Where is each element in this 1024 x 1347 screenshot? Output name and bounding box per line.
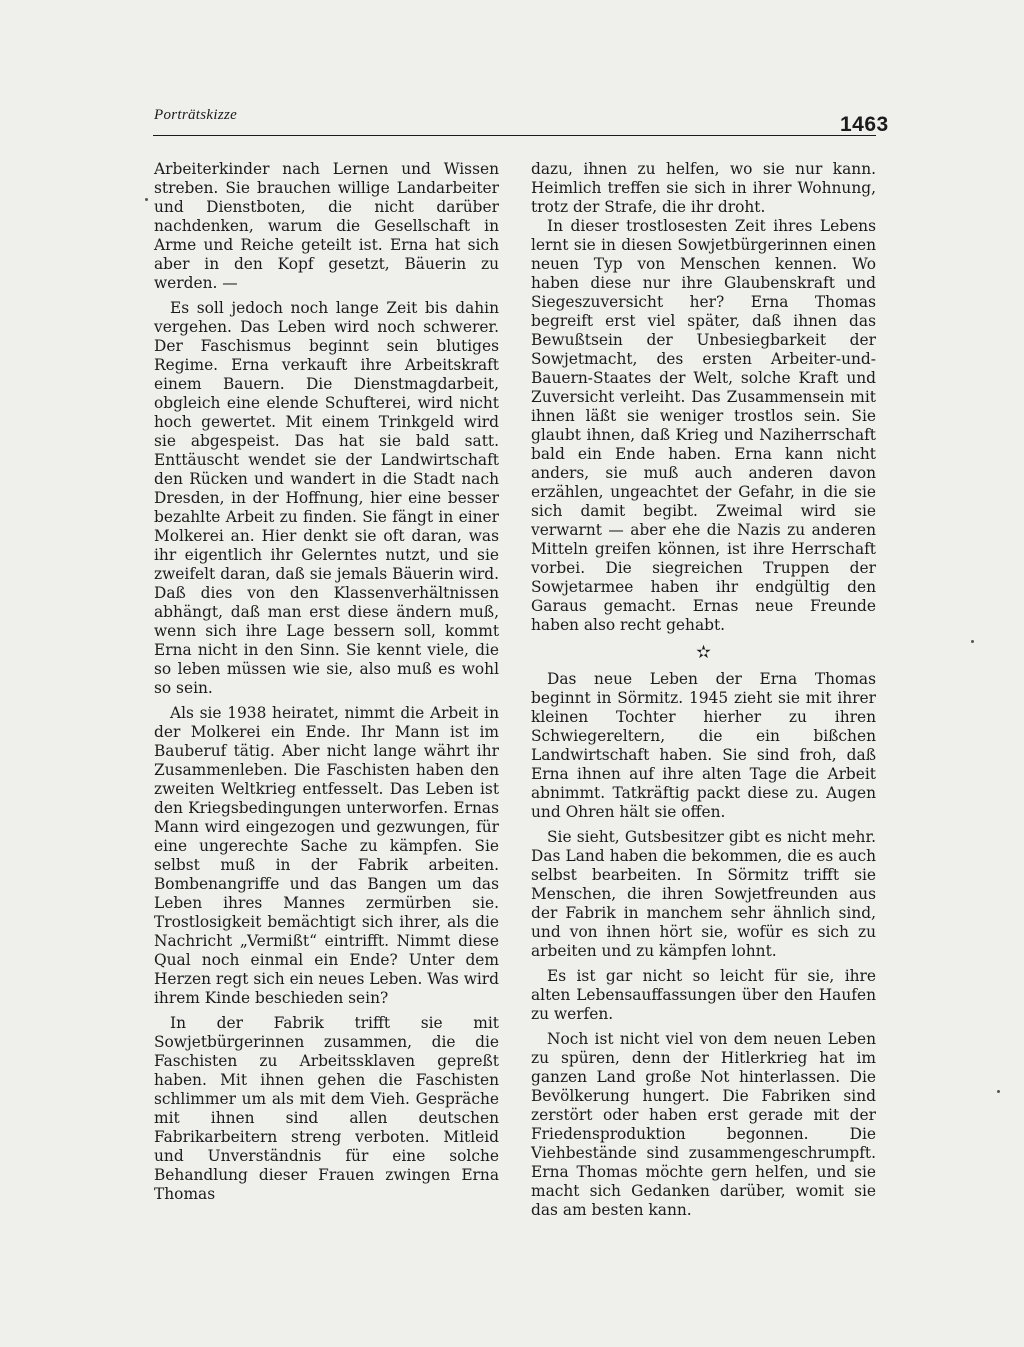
paragraph: Noch ist nicht viel von dem neuen Leben zu spüren, denn der Hitlerkrieg hat im ganzen Land große Not hinterlassen. Die Bevölkerung hungert. Die Fabriken sind zerstört oder haben erst gerade mit der Friedensproduktion begonnen. Die Viehbestände sind zusammengeschrumpft. Erna Thomas möchte gern helfen, und sie macht sich Gedanken darüber, womit sie das am besten kann. [531, 1030, 876, 1219]
paragraph: Das neue Leben der Erna Thomas beginnt in Sörmitz. 1945 zieht sie mit ihrer kleinen Tochter hierher zu ihren Schwiegereltern, die ein bißchen Landwirtschaft haben. Sie sind froh, daß Erna ihnen auf ihre alten Tage die Arbeit abnimmt. Tatkräftig packt diese zu. Augen und Ohren hält sie offen. [531, 670, 876, 821]
paragraph: Es ist gar nicht so leicht für sie, ihre alten Lebensauffassungen über den Haufen zu werfen. [531, 967, 876, 1023]
header-rule [153, 135, 876, 136]
paragraph: Arbeiterkinder nach Lernen und Wissen streben. Sie brauchen willige Landarbeiter und Dienstboten, die nicht darüber nachdenken, warum die Gesellschaft in Arme und Reiche geteilt ist. Erna hat sich aber in den Kopf gesetzt, Bäuerin zu werden. — [154, 160, 499, 292]
scan-speck [971, 640, 974, 643]
paragraph: In der Fabrik trifft sie mit Sowjetbürgerinnen zusammen, die die Faschisten zu Arbeitssklaven gepreßt haben. Mit ihnen gehen die Faschisten schlimmer um als mit dem Vieh. Gespräche mit ihnen sind allen deutschen Fabrikarbeitern streng verboten. Mitleid und Unverständnis für eine solche Behandlung dieser Frauen zwingen Erna Thomas [154, 1014, 499, 1203]
left-column [154, 160, 499, 1204]
scan-speck [997, 1090, 1000, 1093]
paragraph: Sie sieht, Gutsbesitzer gibt es nicht mehr. Das Land haben die bekommen, die es auch selbst bearbeiten. In Sörmitz trifft sie Menschen, die ihren Sowjetfreunden aus der Fabrik in manchem sehr ähnlich sind, und von ihnen hört sie, wofür es sich zu arbeiten und zu kämpfen lohnt. [531, 828, 876, 960]
scan-speck [145, 198, 148, 201]
paragraph: Als sie 1938 heiratet, nimmt die Arbeit in der Molkerei ein Ende. Ihr Mann ist im Bauberuf tätig. Aber nicht lange währt ihr Zusammenleben. Die Faschisten haben den zweiten Weltkrieg entfesselt. Das Leben ist den Kriegsbedingungen unterworfen. Ernas Mann wird eingezogen und gezwungen, für eine ungerechte Sache zu kämpfen. Sie selbst muß in der Fabrik arbeiten. Bombenangriffe und das Bangen um das Leben ihres Mannes zermürben sie. Trostlosigkeit bemächtigt sich ihrer, als die Nachricht „Vermißt“ eintrifft. Nimmt diese Qual noch einmal ein Ende? Unter dem Herzen regt sich ein neues Leben. Was wird ihrem Kinde beschieden sein? [154, 704, 499, 1007]
page-number: 1463 [840, 113, 889, 136]
paragraph: Es soll jedoch noch lange Zeit bis dahin vergehen. Das Leben wird noch schwerer. Der Faschismus beginnt sein blutiges Regime. Erna verkauft ihre Arbeitskraft einem Bauern. Die Dienstmagdarbeit, obgleich eine elende Schufterei, wird nicht hoch gewertet. Mit einem Trinkgeld wird sie abgespeist. Das hat sie bald satt. Enttäuscht wendet sie der Landwirtschaft den Rücken und wandert in die Stadt nach Dresden, in der Hoffnung, hier eine besser bezahlte Arbeit zu finden. Sie fängt in einer Molkerei an. Hier denkt sie oft daran, was ihr eigentlich ihr Gelerntes nutzt, und sie zweifelt daran, daß sie jemals Bäuerin wird. Daß dies von den Klassenverhältnissen abhängt, daß man erst diese ändern muß, wenn sich ihre Lage bessern soll, kommt Erna nicht in den Sinn. Sie kennt viele, die so leben müssen wie sie, also muß es wohl so sein. [154, 299, 499, 697]
right-column [531, 160, 876, 1220]
paragraph: In dieser trostlosesten Zeit ihres Lebens lernt sie in diesen Sowjetbürgerinnen einen neuen Typ von Menschen kennen. Wo haben diese nur ihre Glaubenskraft und Siegeszuversicht her? Erna Thomas begreift erst viel später, daß ihnen das Bewußtsein der Unbesiegbarkeit der Sowjetmacht, des ersten Arbeiter-und-Bauern-Staates der Welt, solche Kraft und Zuversicht verleiht. Das Zusammensein mit ihnen läßt sie weniger trostlos sein. Sie glaubt ihnen, daß Krieg und Naziherrschaft bald ein Ende haben. Erna kann nicht anders, sie muß auch anderen davon erzählen, ungeachtet der Gefahr, in die sie sich damit begibt. Zweimal wird sie verwarnt — aber ehe die Nazis zu anderen Mitteln greifen können, ist ihre Herrschaft vorbei. Die siegreichen Truppen der Sowjetarmee haben ihr endgültig den Garaus gemacht. Ernas neue Freunde haben also recht gehabt. [531, 217, 876, 634]
section-separator-star: ✫ [695, 642, 712, 663]
paragraph: dazu, ihnen zu helfen, wo sie nur kann. Heimlich treffen sie sich in ihrer Wohnung, trotz der Strafe, die ihr droht. [531, 160, 876, 216]
running-head: Porträtskizze [154, 107, 238, 123]
